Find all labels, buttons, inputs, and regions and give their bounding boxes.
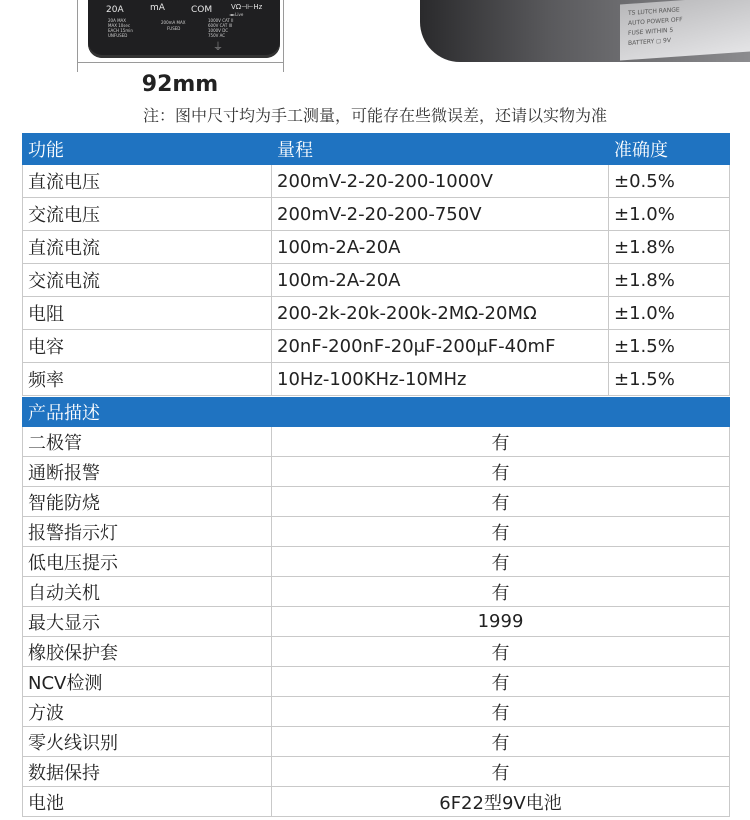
spec-function: 直流电流 — [23, 231, 272, 264]
feature-value: 有 — [272, 697, 730, 727]
port-ma-fine-2: FUSED — [167, 26, 181, 31]
port-ma-label: mA — [150, 3, 165, 13]
spec-function: 电阻 — [23, 297, 272, 330]
port-v-fine-4: 750V AC — [208, 33, 226, 38]
spec-range: 100m-2A-20A — [272, 231, 609, 264]
spec-accuracy: ±1.0% — [609, 198, 730, 231]
table-row — [23, 231, 730, 264]
table-row — [23, 330, 730, 363]
spec-accuracy: ±1.5% — [609, 330, 730, 363]
dimension-label: 92mm — [141, 72, 219, 97]
table-row — [23, 727, 730, 757]
feature-value: 有 — [272, 577, 730, 607]
feature-name: 数据保持 — [23, 757, 272, 787]
table-row — [23, 577, 730, 607]
table-row — [23, 667, 730, 697]
spec-function: 交流电压 — [23, 198, 272, 231]
feature-value: 有 — [272, 667, 730, 697]
feature-value: 有 — [272, 487, 730, 517]
feature-name: 自动关机 — [23, 577, 272, 607]
header-accuracy: 准确度 — [609, 134, 730, 165]
product-photo — [0, 0, 750, 100]
header-range: 量程 — [272, 134, 609, 165]
feature-name: 方波 — [23, 697, 272, 727]
feature-name: NCV检测 — [23, 667, 272, 697]
multimeter-bottom — [88, 0, 280, 58]
port-20a-fine-4: UNFUSED — [108, 33, 128, 38]
feature-name: 电池 — [23, 787, 272, 817]
feature-value: 有 — [272, 757, 730, 787]
table-row — [23, 427, 730, 457]
feature-name: 零火线识别 — [23, 727, 272, 757]
table-row — [23, 297, 730, 330]
table-row — [23, 264, 730, 297]
feature-name: 智能防烧 — [23, 487, 272, 517]
table-row — [23, 607, 730, 637]
feature-name: 二极管 — [23, 427, 272, 457]
spec-range: 200-2k-20k-200k-2MΩ-20MΩ — [272, 297, 609, 330]
header-function: 功能 — [23, 134, 272, 165]
spec-range: 100m-2A-20A — [272, 264, 609, 297]
spec-range: 20nF-200nF-20μF-200μF-40mF — [272, 330, 609, 363]
case-text-1: TS LUTCH RANGE — [628, 6, 680, 17]
spec-function: 频率 — [23, 363, 272, 396]
table-row — [23, 198, 730, 231]
case-text-3: FUSE WITHIN 5 — [628, 26, 674, 37]
port-20a-label: 20A — [106, 5, 124, 15]
spec-range: 200mV-2-20-200-1000V — [272, 165, 609, 198]
port-20a-fine-2: MAX 10sec — [108, 23, 131, 28]
table-row — [23, 165, 730, 198]
header-description: 产品描述 — [23, 398, 730, 427]
feature-value: 有 — [272, 637, 730, 667]
spec-accuracy: ±1.5% — [609, 363, 730, 396]
spec-function: 交流电流 — [23, 264, 272, 297]
feature-name: 报警指示灯 — [23, 517, 272, 547]
port-com-label: COM — [191, 5, 213, 15]
spec-range: 10Hz-100KHz-10MHz — [272, 363, 609, 396]
feature-value: 有 — [272, 517, 730, 547]
feature-value: 1999 — [272, 607, 730, 637]
table-row — [23, 517, 730, 547]
port-ma-fine-1: 200mA MAX — [161, 20, 186, 25]
description-table — [22, 397, 730, 817]
table-row — [23, 637, 730, 667]
case-text-4: BATTERY ◻ 9V — [628, 36, 671, 47]
measurement-note: 注：图中尺寸均为手工测量，可能存在些微误差，还请以实物为准 — [142, 106, 607, 125]
spec-accuracy: ±0.5% — [609, 165, 730, 198]
feature-name: 最大显示 — [23, 607, 272, 637]
port-20a-fine-3: EACH 15min — [108, 28, 133, 33]
port-v-fine-3: 1000V DC — [208, 28, 229, 33]
table-row — [23, 697, 730, 727]
case-text-2: AUTO POWER OFF — [628, 16, 683, 27]
spec-accuracy: ±1.0% — [609, 297, 730, 330]
spec-function: 直流电压 — [23, 165, 272, 198]
spec-function: 电容 — [23, 330, 272, 363]
port-v-label: VΩ⊣⊢Hz — [231, 3, 263, 11]
spec-header-row — [23, 134, 730, 165]
feature-value: 有 — [272, 457, 730, 487]
spec-accuracy: ±1.8% — [609, 264, 730, 297]
spec-accuracy: ±1.8% — [609, 231, 730, 264]
feature-value: 6F22型9V电池 — [272, 787, 730, 817]
desc-header-row — [23, 398, 730, 427]
table-row — [23, 363, 730, 396]
table-row — [23, 757, 730, 787]
dimension-line-horizontal — [77, 62, 283, 63]
ground-icon: ⏚ — [213, 42, 223, 53]
case-printed-label — [620, 0, 750, 61]
feature-value: 有 — [272, 727, 730, 757]
port-v-fine-live: ◄►Live — [229, 12, 244, 17]
feature-value: 有 — [272, 427, 730, 457]
dimension-line-right — [283, 0, 284, 72]
feature-value: 有 — [272, 547, 730, 577]
port-20a-fine-1: 20A MAX — [108, 18, 127, 23]
feature-name: 低电压提示 — [23, 547, 272, 577]
table-row — [23, 457, 730, 487]
table-row — [23, 487, 730, 517]
table-row — [23, 787, 730, 817]
spec-table — [22, 133, 730, 396]
feature-name: 通断报警 — [23, 457, 272, 487]
port-v-fine-1: 1000V CAT II — [208, 18, 234, 23]
table-row — [23, 547, 730, 577]
port-v-fine-2: 600V CAT III — [208, 23, 233, 28]
feature-name: 橡胶保护套 — [23, 637, 272, 667]
spec-range: 200mV-2-20-200-750V — [272, 198, 609, 231]
